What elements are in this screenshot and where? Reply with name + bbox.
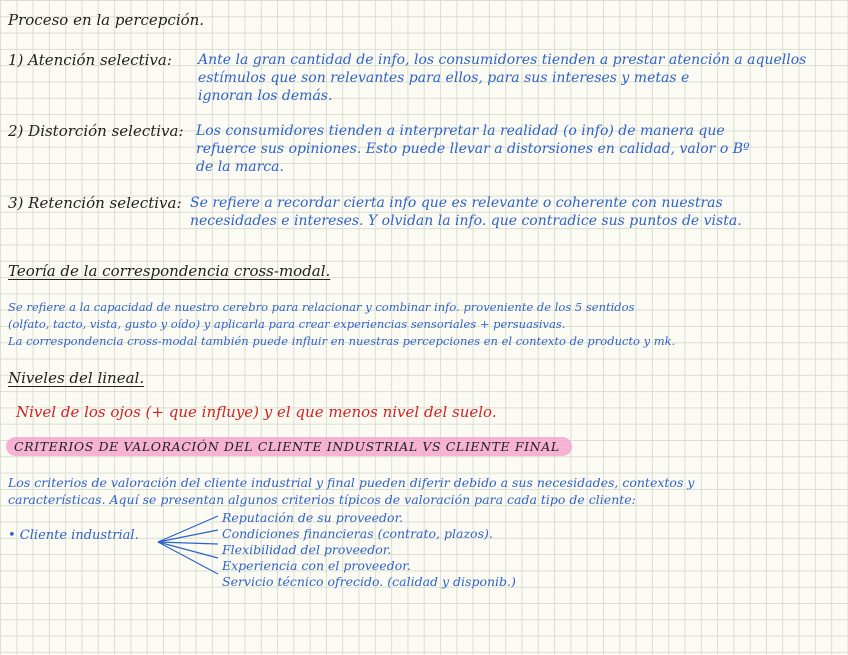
bracket-arrows — [156, 512, 226, 584]
criterio-item: Servicio técnico ofrecido. (calidad y disponib.) — [222, 574, 516, 589]
section-text-line: Se refiere a recordar cierta info que es relevante o coherente con nuestras — [190, 195, 723, 211]
section-text-line: de la marca. — [196, 159, 284, 175]
section-label-atencion: 1) Atención selectiva: — [8, 51, 172, 69]
criterios-heading: CRITERIOS DE VALORACIÓN DEL CLIENTE INDUSTRIAL VS CLIENTE FINAL — [14, 439, 560, 454]
criterio-item: Condiciones financieras (contrato, plazos). — [222, 526, 493, 541]
section-text-line: estímulos que son relevantes para ellos, para sus intereses y metas e — [198, 70, 690, 86]
cross-modal-line: Se refiere a la capacidad de nuestro cerebro para relacionar y combinar info. proveniente de los 5 sentidos — [8, 300, 635, 314]
section-text-line: ignoran los demás. — [198, 88, 333, 104]
niveles-text: Nivel de los ojos (+ que influye) y el que menos nivel del suelo. — [16, 403, 497, 421]
cross-modal-line: La correspondencia cross-modal también puede influir en nuestras percepciones en el contexto de producto y mk. — [8, 334, 676, 348]
section-text-line: Ante la gran cantidad de info, los consumidores tienden a prestar atención a aquellos — [198, 52, 807, 68]
criterio-item: Flexibilidad del proveedor. — [222, 542, 392, 557]
cross-modal-heading: Teoría de la correspondencia cross-modal. — [8, 262, 331, 280]
section-label-distorcion: 2) Distorción selectiva: — [8, 122, 184, 140]
section-text-line: Los consumidores tienden a interpretar la realidad (o info) de manera que — [196, 123, 725, 139]
cross-modal-line: (olfato, tacto, vista, gusto y oído) y aplicarla para crear experiencias sensoriales + persuasivas. — [8, 317, 566, 331]
page-title: Proceso en la percepción. — [8, 11, 205, 29]
criterio-item: Experiencia con el proveedor. — [222, 558, 411, 573]
criterios-intro-line: características. Aquí se presentan algunos criterios típicos de valoración para cada tipo de cliente: — [8, 492, 636, 507]
criterios-intro-line: Los criterios de valoración del cliente industrial y final pueden diferir debido a sus necesidades, contextos y — [8, 475, 695, 490]
section-text-line: necesidades e intereses. Y olvidan la info. que contradice sus puntos de vista. — [190, 213, 742, 229]
section-text-line: refuerce sus opiniones. Esto puede llevar a distorsiones en calidad, valor o Bº — [196, 141, 750, 157]
niveles-heading: Niveles del lineal. — [8, 369, 145, 387]
criterio-item: Reputación de su proveedor. — [222, 510, 404, 525]
cliente-industrial-bullet: • Cliente industrial. — [8, 528, 139, 543]
section-label-retencion: 3) Retención selectiva: — [8, 194, 182, 212]
